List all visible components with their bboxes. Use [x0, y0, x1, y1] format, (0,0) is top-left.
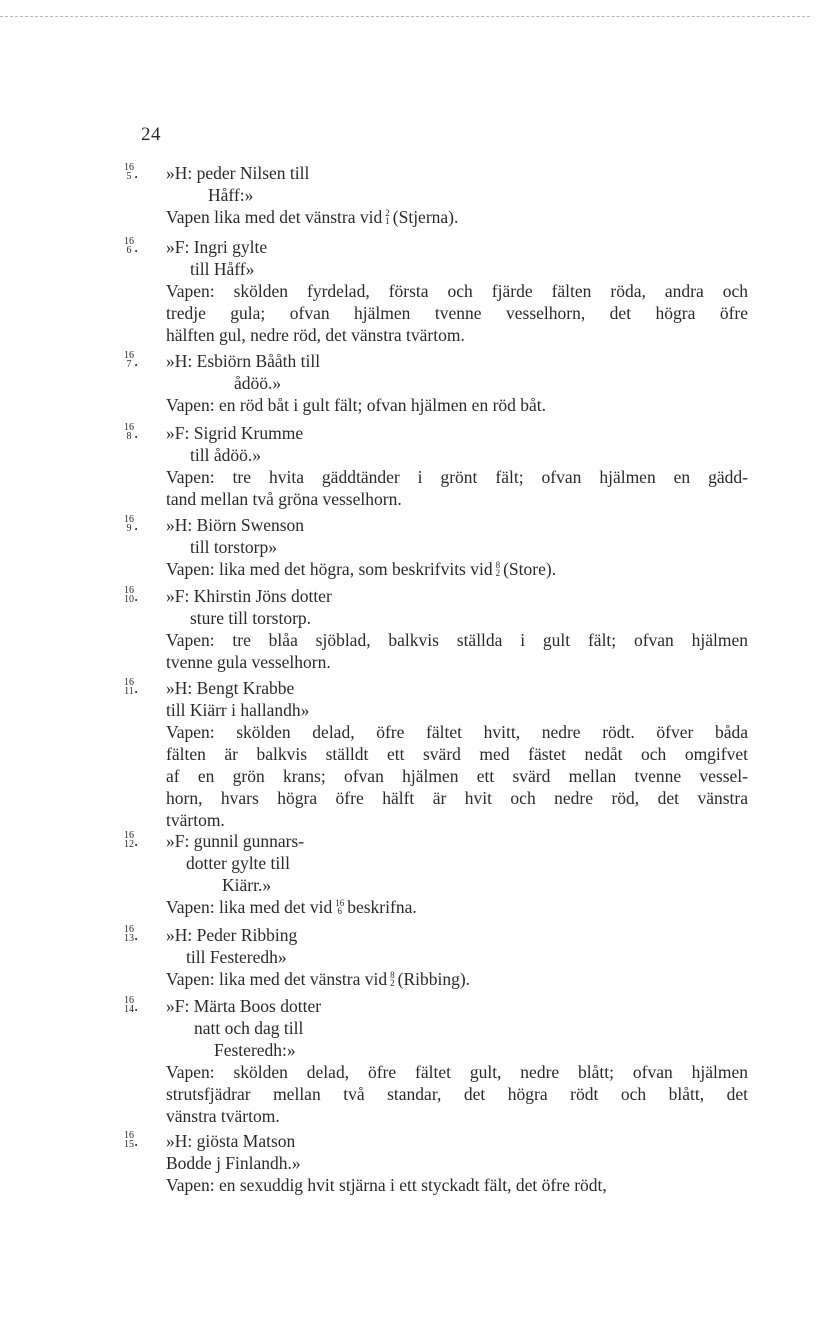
entry-line: till Håff»: [190, 259, 255, 279]
number-top: 16: [124, 585, 134, 596]
entry-desc: fälten är balkvis ställdt ett svärd med fästet nedåt och omgifvet: [166, 744, 748, 764]
inline-fraction: 8 2: [390, 969, 395, 988]
entry-number: 16 11 .: [124, 677, 139, 697]
entry-desc: Vapen: tre hvita gäddtänder i grönt fält; ofvan hjälmen en gädd-: [166, 467, 748, 487]
number-bottom: 6: [126, 245, 132, 256]
entry-line: »H: peder Nilsen till: [166, 163, 310, 183]
entry-number: 16 9 .: [124, 514, 139, 534]
number-top: 16: [124, 830, 134, 841]
number-top: 16: [124, 514, 134, 525]
entry-line: till ådöö.»: [190, 445, 261, 465]
entry-desc: horn, hvars högra öfre hälft är hvit och nedre röd, det vänstra: [166, 788, 748, 808]
number-bottom: 13: [124, 933, 134, 944]
entry-line: »F: Sigrid Krumme: [166, 423, 304, 443]
entry-line: natt och dag till: [194, 1018, 304, 1038]
entry-desc: Vapen: skölden delad, öfre fältet hvitt, nedre rödt. öfver båda: [166, 722, 748, 742]
entry-desc: vänstra tvärtom.: [166, 1106, 280, 1126]
number-top: 16: [124, 677, 134, 688]
inline-fraction: 16 6: [335, 897, 345, 916]
number-top: 16: [124, 162, 134, 173]
entry-line: ådöö.»: [234, 373, 282, 393]
entry-line: »H: giösta Matson: [166, 1131, 296, 1151]
entry-desc: Vapen: tre blåa sjöblad, balkvis ställda i gult fält; ofvan hjälmen: [166, 630, 748, 650]
entry-line: »H: Esbiörn Bååth till: [166, 351, 321, 371]
entry-line: Festeredh:»: [214, 1040, 296, 1060]
entry-desc: Vapen: lika med det vänstra vid 8 2 (Ribbing).: [166, 969, 471, 989]
entry-number: 16 5 .: [124, 162, 139, 182]
number-top: 16: [124, 924, 134, 935]
inline-fraction: 2 1: [385, 207, 390, 226]
number-top: 16: [124, 995, 134, 1006]
entry-desc: tand mellan två gröna vesselhorn.: [166, 489, 402, 509]
number-bottom: 11: [124, 686, 134, 697]
entry-line: »F: Khirstin Jöns dotter: [166, 586, 332, 606]
entry-desc: Vapen: lika med det vid 16 6 beskrifna.: [166, 897, 417, 917]
page-number: 24: [141, 124, 161, 145]
entry-number: 16 8 .: [124, 422, 139, 442]
entry-desc: Vapen: skölden fyrdelad, första och fjärde fälten röda, andra och: [166, 281, 748, 301]
entry-desc: Vapen: lika med det högra, som beskrifvits vid 8 2 (Store).: [166, 559, 557, 579]
entry-desc: Vapen: en sexuddig hvit stjärna i ett styckadt fält, det öfre rödt,: [166, 1175, 607, 1195]
entry-number: 16 12 .: [124, 830, 139, 850]
entry-line: »F: Märta Boos dotter: [166, 996, 322, 1016]
entry-number: 16 15 .: [124, 1130, 139, 1150]
entry-number: 16 14 .: [124, 995, 139, 1015]
number-bottom: 15: [124, 1139, 134, 1150]
entry-line: Håff:»: [208, 185, 254, 205]
entry-desc: Vapen lika med det vänstra vid 2 1 (Stjerna).: [166, 207, 459, 227]
entry-desc: strutsfjädrar mellan två standar, det högra rödt och blått, det: [166, 1084, 748, 1104]
entry-desc: tvenne gula vesselhorn.: [166, 652, 331, 672]
entry-line: sture till torstorp.: [190, 608, 312, 628]
entry-number: 16 6 .: [124, 236, 139, 256]
entry-line: till Kiärr i hallandh»: [166, 700, 310, 720]
number-top: 16: [124, 236, 134, 247]
top-rule: [0, 16, 810, 17]
entry-desc: Vapen: skölden delad, öfre fältet gult, nedre blått; ofvan hjälmen: [166, 1062, 748, 1082]
entry-line: »F: gunnil gunnars-: [166, 831, 305, 851]
number-bottom: 14: [124, 1004, 134, 1015]
entry-line: »H: Bengt Krabbe: [166, 678, 295, 698]
entry-line: »H: Peder Ribbing: [166, 925, 298, 945]
entry-line: Bodde j Finlandh.»: [166, 1153, 301, 1173]
entry-number: 16 7 .: [124, 350, 139, 370]
entry-line: »F: Ingri gylte: [166, 237, 268, 257]
inline-fraction: 8 2: [495, 559, 501, 578]
number-top: 16: [124, 350, 134, 361]
number-top: 16: [124, 1130, 134, 1141]
entry-line: till torstorp»: [190, 537, 278, 557]
entry-line: »H: Biörn Swenson: [166, 515, 305, 535]
entry-desc: af en grön krans; ofvan hjälmen ett svärd mellan tvenne vessel-: [166, 766, 748, 786]
entry-desc: tredje gula; ofvan hjälmen tvenne vesselhorn, det högra öfre: [166, 303, 748, 323]
number-bottom: 5: [126, 171, 132, 182]
entry-desc: Vapen: en röd båt i gult fält; ofvan hjälmen en röd båt.: [166, 395, 547, 415]
entry-number: 16 13 .: [124, 924, 139, 944]
entry-desc: hälften gul, nedre röd, det vänstra tvärtom.: [166, 325, 465, 345]
number-bottom: 10: [124, 594, 134, 605]
number-bottom: 12: [124, 839, 134, 850]
number-bottom: 9: [126, 523, 132, 534]
number-bottom: 8: [126, 431, 132, 442]
number-top: 16: [124, 422, 134, 433]
entry-line: dotter gylte till: [186, 853, 291, 873]
entry-number: 16 10 .: [124, 585, 139, 605]
entry-line: Kiärr.»: [222, 875, 272, 895]
entry-desc: tvärtom.: [166, 810, 225, 830]
entry-line: till Festeredh»: [186, 947, 287, 967]
number-bottom: 7: [126, 359, 132, 370]
